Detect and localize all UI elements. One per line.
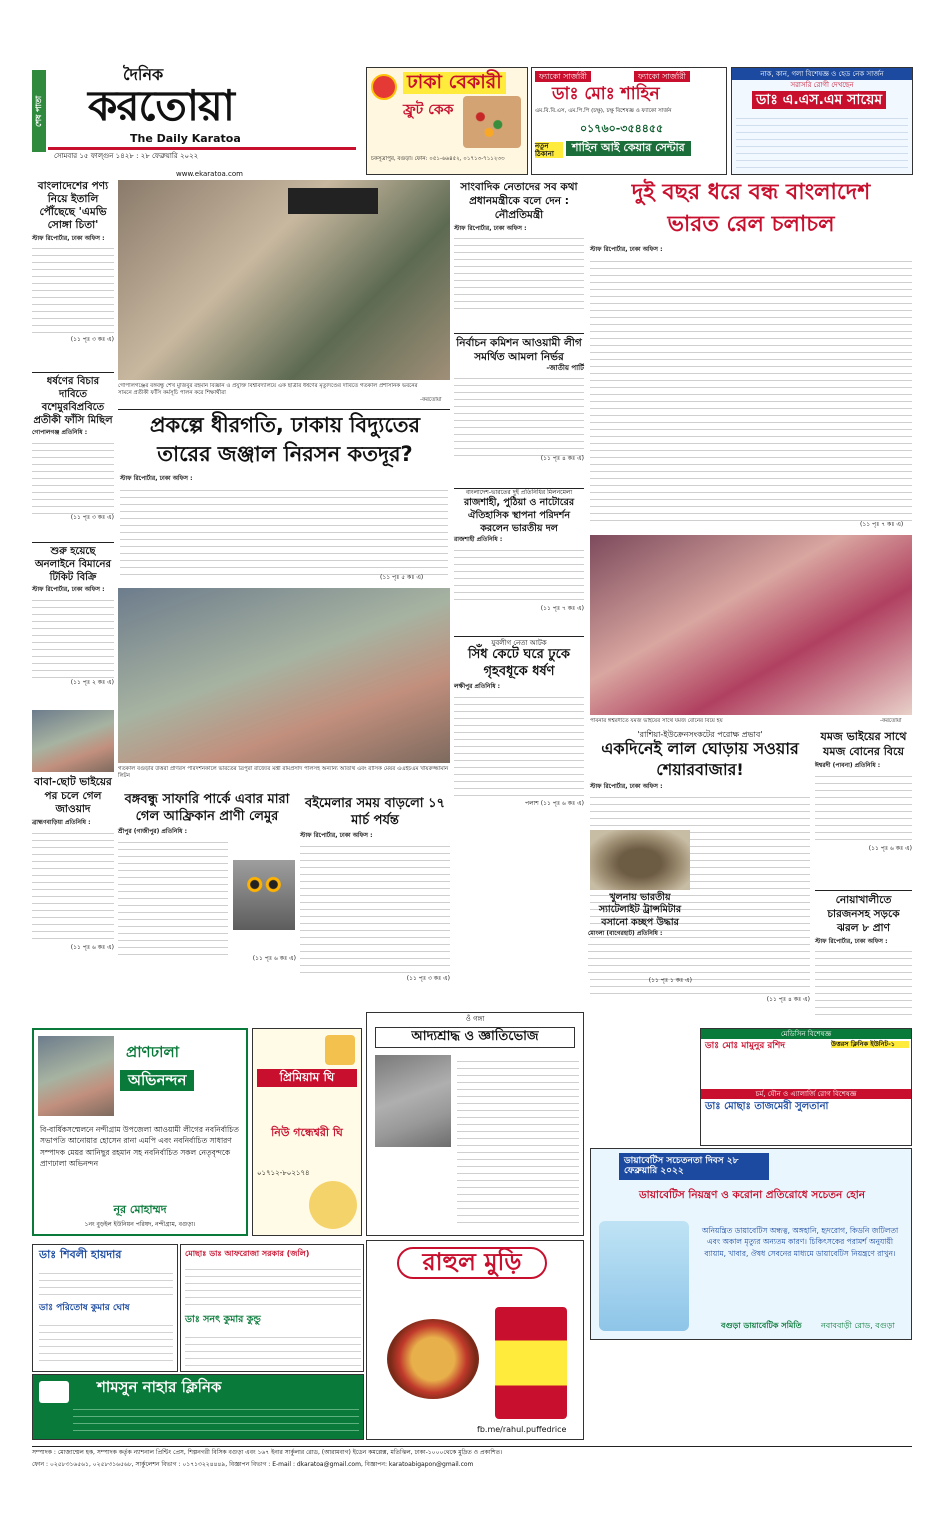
divider (118, 409, 450, 410)
protest-photo-credit: -করতোয়া (420, 397, 442, 403)
twin-byline: ঈশ্বরদী (পাবনা) প্রতিনিধি : (815, 761, 881, 769)
clinic-name: শামসুন নাহার ক্লিনিক (97, 1378, 222, 1396)
shraddha-om: ওঁ গঙ্গা (465, 1015, 485, 1023)
book-fair-jump: (১১ পৃঃ ৩ কঃ এ) (406, 974, 450, 982)
muri-fb[interactable]: fb.me/rahul.puffedrice (477, 1425, 567, 1434)
divider (32, 372, 114, 373)
book-fair-body (300, 840, 450, 976)
diabetes-slogan: ডায়াবেটিস নিয়ন্ত্রণ ও করোনা প্রতিরোধে সচেতন হোন (638, 1189, 866, 1201)
col3-s4-body (454, 691, 584, 801)
stock-kicker: 'রাশিয়া-ইউক্রেনসংকটের পরোক্ষ প্রভাব' (637, 730, 763, 739)
medicine-doctor-name: ডাঃ মোঃ মামুনুর রশিদ (705, 1041, 785, 1051)
shraddha-ad (366, 1012, 584, 1236)
col3-story-2 (454, 336, 584, 486)
col1-s3-byline: স্টাফ রিপোর্টার, ঢাকা অফিস : (32, 586, 105, 593)
ent-doctor-ad (731, 67, 913, 175)
right-lead-jump: (১১ পৃঃ ৭ কঃ এ) (860, 521, 904, 528)
col3-s2-sub: -জাতীয় পার্টি (546, 364, 584, 373)
masthead-name-top: দৈনিক (123, 65, 164, 84)
col1-story-1 (32, 180, 114, 370)
congrats-photo (38, 1036, 114, 1116)
center-lead-title-line-1: প্রকল্পে ধীরগতি, ঢাকায় বিদ্যুতের (149, 413, 421, 437)
footer-editor-line: সম্পাদক : মোজাম্মেল হক, সম্পাদক কর্তৃক ন্যাশনাল প্রিন্টিং প্রেস, শিল্পনগরী বিসিক বগুড়া এবং ১৬৭ ইনার সার্কুলার রোড, (আরামবাগ) ইডেন কমপ্লেক্স, মতিঝিল, ঢাকা-১০০০থেকে মুদ্রিত ও প্রকাশিত। (32, 1449, 503, 1456)
col1-s4-byline: ব্রাহ্মণবাড়িয়া প্রতিনিধি : (32, 818, 91, 826)
eye-tag-2: ফ্যাকো সার্জারী (634, 71, 690, 82)
col1-story-2 (32, 375, 114, 540)
lemur-jump: (১১ পৃঃ ৬ কঃ এ) (252, 954, 296, 962)
ghee-phone[interactable]: ০১৭১২-৮০২১৭৪ (257, 1169, 310, 1177)
ghee-ad (252, 1028, 362, 1236)
col1-s2-title: ধর্ষণের বিচার দাবিতে বশেমুরবিপ্রবিতে প্রতীকী ফাঁসি মিছিল (33, 376, 113, 426)
diabetes-ad (590, 1148, 912, 1340)
shraddha-title: আদ্যশ্রাদ্ধ ও জ্ঞাতিভোজ (375, 1027, 575, 1048)
divider (815, 890, 912, 891)
visit-photo (118, 588, 450, 763)
twin-body (815, 770, 912, 846)
dr-paritosh-name: ডাঃ পরিতোষ কুমার ঘোষ (39, 1303, 130, 1313)
ent-title: নাক, কান, গলা বিশেষজ্ঞ ও হেড নেক সার্জন (732, 68, 912, 80)
bakery-product: ফ্রুট কেক (403, 102, 454, 118)
bakery-address: চকসূত্রাপুর, বগুড়া। ফোন: ০৫১-৬৬৪৫২, ০১৭১৩-৭১১২৩৩ (371, 156, 505, 162)
congrats-ad (32, 1028, 248, 1236)
col1-s1-body (32, 242, 114, 337)
divider (32, 542, 114, 543)
clinic-details (73, 1403, 359, 1435)
congrats-footer-sub: ১নং বুড়ইল ইউনিয়ন পরিষদ, নন্দীগ্রাম, বগুড়া। (84, 1221, 196, 1228)
shraddha-body (457, 1055, 579, 1229)
stock-byline: স্টাফ রিপোর্টার, ঢাকা অফিস : (590, 782, 663, 790)
diabetes-title: ডায়াবেটিস সচেতনতা দিবস ২৮ ফেব্রুয়ারি ২০২২ (619, 1153, 769, 1180)
lemur-title: বঙ্গবন্ধু সাফারি পার্কে এবার মারা গেল আফ্রিকান প্রাণী লেমুর (124, 792, 290, 824)
doctors-ad-left (32, 1244, 178, 1372)
family-photo (32, 710, 114, 772)
col1-s3-jump: (১১ পৃঃ ২ কঃ এ) (70, 678, 114, 686)
dr-sanat-details (185, 1331, 361, 1367)
col1-s4-title: বাবা-ছোট ভাইয়ের পর চলে গেল জাওয়াদ (34, 776, 112, 816)
website-link[interactable]: www.ekaratoa.com (176, 170, 243, 178)
khulna-body (588, 938, 692, 978)
dr-afroza-name: মোছাঃ ডাঃ আফরোজা সরকার (জলি) (185, 1249, 310, 1258)
lemur-byline: শ্রীপুর (গাজীপুর) প্রতিনিধি : (118, 827, 187, 835)
cake-image (463, 96, 521, 148)
dr-sanat-name: ডাঃ সনৎ কুমার কুন্ডু (185, 1314, 261, 1325)
eye-phone[interactable]: ০১৭৬০-৩৫৪৪৫৫ (580, 122, 664, 135)
medicine-header: মেডিসিন বিশেষজ্ঞ (701, 1029, 911, 1039)
diabetes-illustration (599, 1221, 689, 1331)
turtle-photo (590, 830, 690, 890)
bakery-logo-icon (371, 74, 397, 100)
lemur-photo (233, 860, 295, 930)
diabetes-org: বগুড়া ডায়াবেটিক সমিতি (721, 1321, 802, 1330)
wedding-credit: -করতোয়া (880, 718, 902, 724)
photo-banner (288, 188, 378, 214)
congrats-body: বি-বার্ষিকসম্মেলনে নন্দীগ্রাম উপজেলা আওয়ামী লীগের নবনির্বাচিত সভাপতি আনোয়ার হোসেন রানা এমপি এবং নবনির্বাচিত সাধারণ সম্পাদক মেয়র আনিছুর রহমান সহ নবনির্বাচিত সকল নেতৃবৃন্দকে প্রাণঢালা অভিনন্দন (40, 1125, 239, 1168)
right-lead-byline: স্টাফ রিপোর্টার, ঢাকা অফিস : (590, 246, 663, 253)
twin-jump: (১১ পৃঃ ৬ কঃ এ) (868, 844, 912, 852)
wedding-photo (590, 535, 912, 715)
medicine-clinic: উত্তরস ক্লিনিক ইউনিট-১ (831, 1041, 909, 1048)
col3-s2-jump: (১১ পৃঃ ৪ কঃ এ) (540, 455, 584, 463)
ghee-jar (325, 1035, 355, 1065)
right-lead-title-line-2: ভারত রেল চলাচল (667, 212, 835, 237)
col3-s3-title: রাজশাহী, পুঠিয়া ও নাটোরের ঐতিহাসিক স্থাপনা পরিদর্শন করলেন ভারতীয় দল (463, 496, 575, 534)
book-fair-byline: স্টাফ রিপোর্টার, ঢাকা অফিস : (300, 831, 373, 839)
bakery-ad (366, 67, 528, 175)
shraddha-portrait (375, 1055, 451, 1147)
col3-s1-body (454, 232, 584, 310)
muri-ad (366, 1240, 584, 1440)
lemur-body (118, 836, 228, 956)
col1-s3-title: শুরু হয়েছে অনলাইনে বিমানের টিকিট বিক্রি (34, 546, 112, 583)
diabetes-text: অনিয়ন্ত্রিত ডায়াবেটিস অন্ধত্ব, অঙ্গহানি, হৃদরোগ, কিডনি জটিলতা এবং অকাল মৃত্যুর অন্যতম কারণ। চিকিৎসকের পরামর্শ অনুযায়ী ব্যায়াম, খাবার, ঔষধ সেবনের মাধ্যমে ডায়াবেটিস নিয়ন্ত্রণে রাখুন। (701, 1226, 899, 1258)
col1-s3-body (32, 594, 114, 680)
noakhali-byline: স্টাফ রিপোর্টার, ঢাকা অফিস : (815, 937, 888, 945)
col1-s4-body (32, 827, 114, 945)
stock-title: একদিনেই লাল ঘোড়ায় সওয়ার শেয়ারবাজার! (601, 739, 799, 779)
col3-s2-body (454, 372, 584, 456)
noakhali-body (815, 945, 912, 1015)
eye-center-name: শাহিন আই কেয়ার সেন্টার (566, 141, 691, 156)
noakhali-story (815, 893, 912, 1018)
col3-s1-byline: স্টাফ রিপোর্টার, ঢাকা অফিস : (454, 224, 527, 232)
noakhali-title: নোয়াখালীতে চারজনসহ সড়কে ঝরল ৮ প্রাণ (827, 894, 900, 935)
eye-doctor-name: ডাঃ মোঃ শাহিন (552, 84, 660, 104)
khulna-story (588, 892, 692, 1022)
visit-photo-caption: গতকাল বগুড়ার উত্তরা প্রাণরস পরিদর্শনকালে ভারতের ত্রিপুরা রাজ্যের মন্ত্রী রামপ্রসাদ পালসহ অন্যান্য অতিথি এবং রাসিক মেয়র এএইচএম খায়রুজ্জামান লিটন (118, 766, 449, 780)
col1-s2-body (32, 437, 114, 515)
congrats-title-l2: অভিনন্দন (120, 1070, 194, 1091)
bakery-title: ঢাকা বেকারী (403, 72, 506, 94)
center-lead-title-line-2: তারের জঞ্জাল নিরসন কতদূর? (157, 442, 413, 466)
ent-subtitle: সরাসরি রোগী দেখছেন (790, 81, 854, 89)
ghee-jar-2 (309, 1181, 357, 1229)
col3-s3-body (454, 544, 584, 606)
khulna-title: খুলনায় ভারতীয় স্যাটেলাইট ট্রান্সমিটার বসানো কচ্ছপ উদ্ধার (598, 892, 682, 928)
book-fair-title: বইমেলার সময় বাড়লো ১৭ মার্চ পর্যন্ত (305, 796, 445, 828)
masthead (48, 66, 356, 162)
ghee-brand: প্রিমিয়াম ঘি (257, 1069, 357, 1087)
dr-shibli-details (39, 1267, 173, 1295)
col3-s3-kicker: বাংলাদেশ-ভারতের দুই প্রতিনিধির মিলনমেলা (465, 489, 573, 496)
footer-rule (32, 1446, 912, 1447)
book-fair-story (300, 796, 450, 1022)
ghee-brand-2: নিউ গন্ধেশ্বরী ঘি (271, 1126, 343, 1139)
clinic-banner (32, 1374, 364, 1440)
eye-degrees: এম.বি.বি.এস, এম.পি.পি (চক্ষু), চক্ষু বিশেষজ্ঞ ও ফ্যাকো সার্জন (535, 108, 672, 114)
col1-s1-jump: (১১ পৃঃ ৩ কঃ এ) (70, 336, 114, 344)
ent-details (736, 112, 908, 170)
muri-brand: রাহুল মুড়ি (397, 1247, 547, 1279)
wedding-caption: পাবনার ঈশ্বরদীতে যমজ ভাইয়ের সাথে যমজ বোনের বিয়ে হয় (590, 718, 723, 724)
divider (454, 636, 584, 637)
center-lead-jump: (১১ পৃঃ ৫ কঃ এ) (380, 574, 424, 581)
col3-s3-byline: রাজশাহী প্রতিনিধি : (454, 536, 503, 544)
col3-s4-kicker: যুবলীগ নেতা আটক (491, 639, 547, 647)
dr-afroza-details (185, 1263, 361, 1307)
skin-doctor-name: ডাঃ মোছাঃ তাজমেরী সুলতানা (705, 1101, 829, 1112)
stock-jump: (১১ পৃঃ ৪ কঃ এ) (766, 995, 810, 1003)
twin-story (815, 730, 912, 888)
col3-story-4 (454, 639, 584, 839)
diabetes-org-addr: নবাববাড়ী রোড, বগুড়া (821, 1321, 895, 1330)
center-lead-body (120, 484, 448, 576)
col1-s1-byline: স্টাফ রিপোর্টার, ঢাকা অফিস : (32, 234, 105, 242)
col1-s2-jump: (১১ পৃঃ ৩ কঃ এ) (70, 513, 114, 521)
footer-contact-line: ফোন : ০২৫৮৩১৬৫৬১, ০২৫৮৩১৬৫৬৮, সার্কুলেশন বিভাগ : ০১৭১৩২২৪৪৪৯, বিজ্ঞাপন বিভাগ : E-mail : dkaratoa@gmail.com, বিজ্ঞাপন: karatoabigapon@gmail.com (32, 1461, 474, 1468)
doctors-ad-right (180, 1244, 364, 1372)
col1-story-4 (32, 776, 114, 1006)
col1-s2-byline: গোপালগঞ্জ প্রতিনিধি : (32, 429, 88, 436)
khulna-byline: মোংলা (বাগেরহাট) প্রতিনিধি : (588, 930, 663, 938)
col1-story-3 (32, 545, 114, 707)
khulna-jump: (১১ পৃঃ ১ কঃ এ) (648, 976, 692, 984)
eye-tag-1: ফ্যাকো সার্জারী (535, 71, 591, 82)
side-tab: শেষ পাতা (32, 70, 46, 152)
dr-shibli-name: ডাঃ শিবলী হায়দার (39, 1248, 122, 1261)
divider (454, 333, 584, 334)
col3-story-3 (454, 490, 584, 635)
dr-paritosh-details (39, 1319, 173, 1365)
protest-photo (118, 180, 450, 380)
right-lead-title-line-1: দুই বছর ধরে বন্ধ বাংলাদেশ (631, 180, 871, 205)
col3-s4-jump: পলাশ (১১ পৃঃ ৬ কঃ এ) (525, 799, 584, 807)
col3-s4-byline: লক্ষীপুর প্রতিনিধি : (454, 682, 501, 690)
col3-s2-title: নির্বাচন কমিশন আওয়ামী লীগ সমর্থিত আমলা নির্ভর (456, 337, 582, 364)
col3-story-1 (454, 180, 584, 330)
col3-s4-title: সিঁধ কেটে ঘরে ঢুকে গৃহবধূকে ধর্ষণ (468, 647, 570, 679)
medicine-doctor-ad (700, 1028, 912, 1146)
muri-packet (495, 1307, 567, 1419)
eye-new-address-label: নতুন ঠিকানা (535, 142, 563, 158)
protest-photo-caption: গোপালগঞ্জের বঙ্গবন্ধু শেখ মুজিবুর রহমান বিজ্ঞান ও প্রযুক্তি বিশ্ববিদ্যালয়ে এক ছাত্রীর ধর্ষণের মৃত্যুদণ্ডের দাবিতে গতকাল প্রশাসনিক ভবনের সামনে প্রতীকী ফাঁসি কর্মসূচি পালন করে শিক্ষার্থীরা (118, 383, 418, 397)
col1-s1-title: বাংলাদেশের পণ্য নিয়ে ইতালি পৌঁছেছে 'এমভি সোঙ্গা চিতা' (37, 180, 109, 232)
clinic-logo-icon (39, 1381, 69, 1403)
masthead-date: সোমবার ১৫ ফাল্গুন ১৪২৮ : ২৮ ফেব্রুয়ারি ২০২২ (54, 152, 199, 160)
masthead-name-main: করতোয়া (88, 81, 234, 130)
col3-s1-title: সাংবাদিক নেতাদের সব কথা প্রধানমন্ত্রীকে বলে দেন : নৌপ্রতিমন্ত্রী (460, 181, 578, 222)
masthead-rule (48, 147, 356, 150)
muri-bowl (387, 1319, 479, 1399)
center-lead-byline: স্টাফ রিপোর্টার, ঢাকা অফিস : (120, 475, 193, 482)
twin-title: যমজ ভাইয়ের সাথে যমজ বোনের বিয়ে (820, 730, 907, 758)
masthead-name-en: The Daily Karatoa (130, 132, 241, 145)
ent-doctor-name: ডাঃ এ.এস.এম সায়েম (752, 91, 886, 109)
col1-s4-jump: (১১ পৃঃ ৬ কঃ এ) (70, 943, 114, 951)
col3-s3-jump: (১১ পৃঃ ৭ কঃ এ) (540, 605, 584, 613)
right-lead-body (590, 255, 912, 525)
congrats-title-l1: প্রাণঢালা (126, 1043, 179, 1061)
eye-clinic-ad (531, 67, 727, 175)
congrats-footer: নূর মোহাম্মদ (113, 1203, 167, 1216)
skin-header: চর্ম, যৌন ও এ্যালার্জি রোগ বিশেষজ্ঞ (701, 1089, 911, 1099)
